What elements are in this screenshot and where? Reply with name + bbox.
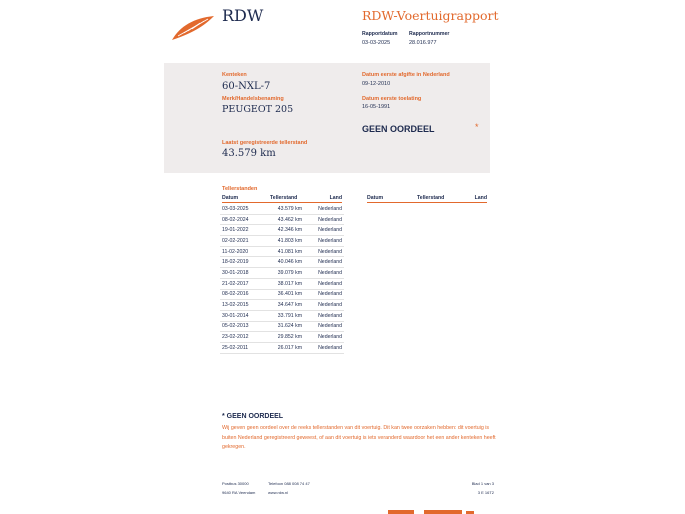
- reading-km: 42.346 km: [264, 225, 304, 236]
- table-row: [220, 342, 344, 353]
- reading-km: 33.791 km: [264, 310, 304, 321]
- reading-km: 29.852 km: [264, 332, 304, 343]
- table-row: [220, 289, 344, 300]
- report-date-label: Rapportdatum: [362, 31, 398, 37]
- reading-country: Nederland: [304, 289, 344, 300]
- readings-table-header-left: [222, 195, 342, 203]
- reading-km: 40.046 km: [264, 257, 304, 268]
- reading-country: Nederland: [304, 268, 344, 279]
- report-number-label: Rapportnummer: [409, 31, 450, 37]
- readings-title: Tellerstanden: [222, 186, 258, 192]
- reading-date: 30-01-2014: [220, 310, 264, 321]
- vehicle-summary-panel: [164, 63, 490, 173]
- reading-country: Nederland: [304, 257, 344, 268]
- footer-postal: 9640 RA Veendam: [222, 490, 256, 495]
- table-row: [220, 321, 344, 332]
- reading-date: 25-02-2011: [220, 342, 264, 353]
- reading-country: Nederland: [304, 278, 344, 289]
- table-row: [220, 214, 344, 225]
- note-title: * GEEN OORDEEL: [222, 413, 284, 420]
- reading-country: Nederland: [304, 332, 344, 343]
- reading-km: 36.401 km: [264, 289, 304, 300]
- reading-country: Nederland: [304, 204, 344, 214]
- plate-label: Kenteken: [222, 72, 247, 78]
- reading-date: 05-02-2013: [220, 321, 264, 332]
- col-country-right: Land: [474, 195, 487, 201]
- reading-country: Nederland: [304, 342, 344, 353]
- footer-page: Blad 1 van 3: [471, 481, 494, 486]
- reading-date: 23-02-2012: [220, 332, 264, 343]
- footer-decor-bar-2: [424, 510, 462, 514]
- reading-date: 21-02-2017: [220, 278, 264, 289]
- table-row: [220, 225, 344, 236]
- reading-km: 34.647 km: [264, 300, 304, 311]
- plate-value: 60-NXL-7: [222, 81, 271, 92]
- table-row: [220, 257, 344, 268]
- reading-country: Nederland: [304, 236, 344, 247]
- first-admission-value: 16-05-1991: [362, 104, 391, 110]
- reading-km: 43.579 km: [264, 204, 304, 214]
- readings-table-header-right: [367, 195, 487, 203]
- footer-decor-bar-1: [388, 510, 414, 514]
- reading-km: 39.079 km: [264, 268, 304, 279]
- verdict-text: GEEN OORDEEL: [362, 124, 435, 134]
- reading-country: Nederland: [304, 214, 344, 225]
- reading-date: 19-01-2022: [220, 225, 264, 236]
- make-label: Merk/Handelsbenaming: [222, 96, 284, 102]
- first-admission-label: Datum eerste toelating: [362, 96, 422, 102]
- footer-code: 3 E 16T2: [477, 490, 494, 495]
- col-country: Land: [329, 195, 342, 201]
- reading-km: 43.462 km: [264, 214, 304, 225]
- last-odometer-label: Laatst geregistreerde tellerstand: [222, 140, 308, 146]
- reading-country: Nederland: [304, 225, 344, 236]
- footer-phone: Telefoon 088 008 74 47: [268, 481, 310, 486]
- reading-km: 26.017 km: [264, 342, 304, 353]
- footer-website[interactable]: www.rdw.nl: [268, 490, 289, 495]
- reading-km: 38.017 km: [264, 278, 304, 289]
- note-body: Wij geven geen oordeel over de reeks tellerstanden van dit voertuig. Dit kan twee oorzaken hebben: dit voertuig is buiten Nederland geregistreerd geweest, of aan dit voertuig is iets veranderd waardoor het een ander kenteken heeft gekregen.: [222, 425, 496, 450]
- reading-country: Nederland: [304, 321, 344, 332]
- logo-text: RDW: [222, 6, 264, 25]
- table-row: [220, 204, 344, 214]
- reading-country: Nederland: [304, 300, 344, 311]
- reading-date: 30-01-2018: [220, 268, 264, 279]
- rdw-logo-icon: [170, 14, 216, 42]
- col-date: Datum: [222, 195, 239, 201]
- reading-date: 11-02-2020: [220, 246, 264, 257]
- reading-date: 13-02-2015: [220, 300, 264, 311]
- report-title: RDW-Voertuigrapport: [362, 8, 499, 23]
- first-reg-nl-label: Datum eerste afgifte in Nederland: [362, 72, 450, 78]
- reading-km: 31.624 km: [264, 321, 304, 332]
- first-reg-nl-value: 09-12-2010: [362, 81, 391, 87]
- last-odometer-value: 43.579 km: [222, 148, 276, 159]
- readings-table: [220, 204, 344, 354]
- table-row: [220, 246, 344, 257]
- table-row: [220, 278, 344, 289]
- reading-date: 08-02-2024: [220, 214, 264, 225]
- verdict-asterisk: *: [475, 122, 479, 132]
- reading-country: Nederland: [304, 310, 344, 321]
- col-odometer: Tellerstand: [270, 195, 298, 201]
- reading-km: 41.081 km: [264, 246, 304, 257]
- table-row: [220, 310, 344, 321]
- reading-date: 08-02-2016: [220, 289, 264, 300]
- reading-date: 03-03-2025: [220, 204, 264, 214]
- reading-date: 18-02-2019: [220, 257, 264, 268]
- table-row: [220, 236, 344, 247]
- report-date: 03-03-2025: [362, 40, 391, 46]
- reading-date: 02-02-2021: [220, 236, 264, 247]
- table-row: [220, 332, 344, 343]
- table-row: [220, 300, 344, 311]
- table-row: [220, 268, 344, 279]
- col-odometer-right: Tellerstand: [417, 195, 445, 201]
- reading-km: 41.803 km: [264, 236, 304, 247]
- report-number: 28.016.977: [409, 40, 437, 46]
- make-value: PEUGEOT 205: [222, 104, 294, 115]
- footer-postbox: Postbus 30000: [222, 481, 249, 486]
- reading-country: Nederland: [304, 246, 344, 257]
- col-date-right: Datum: [367, 195, 384, 201]
